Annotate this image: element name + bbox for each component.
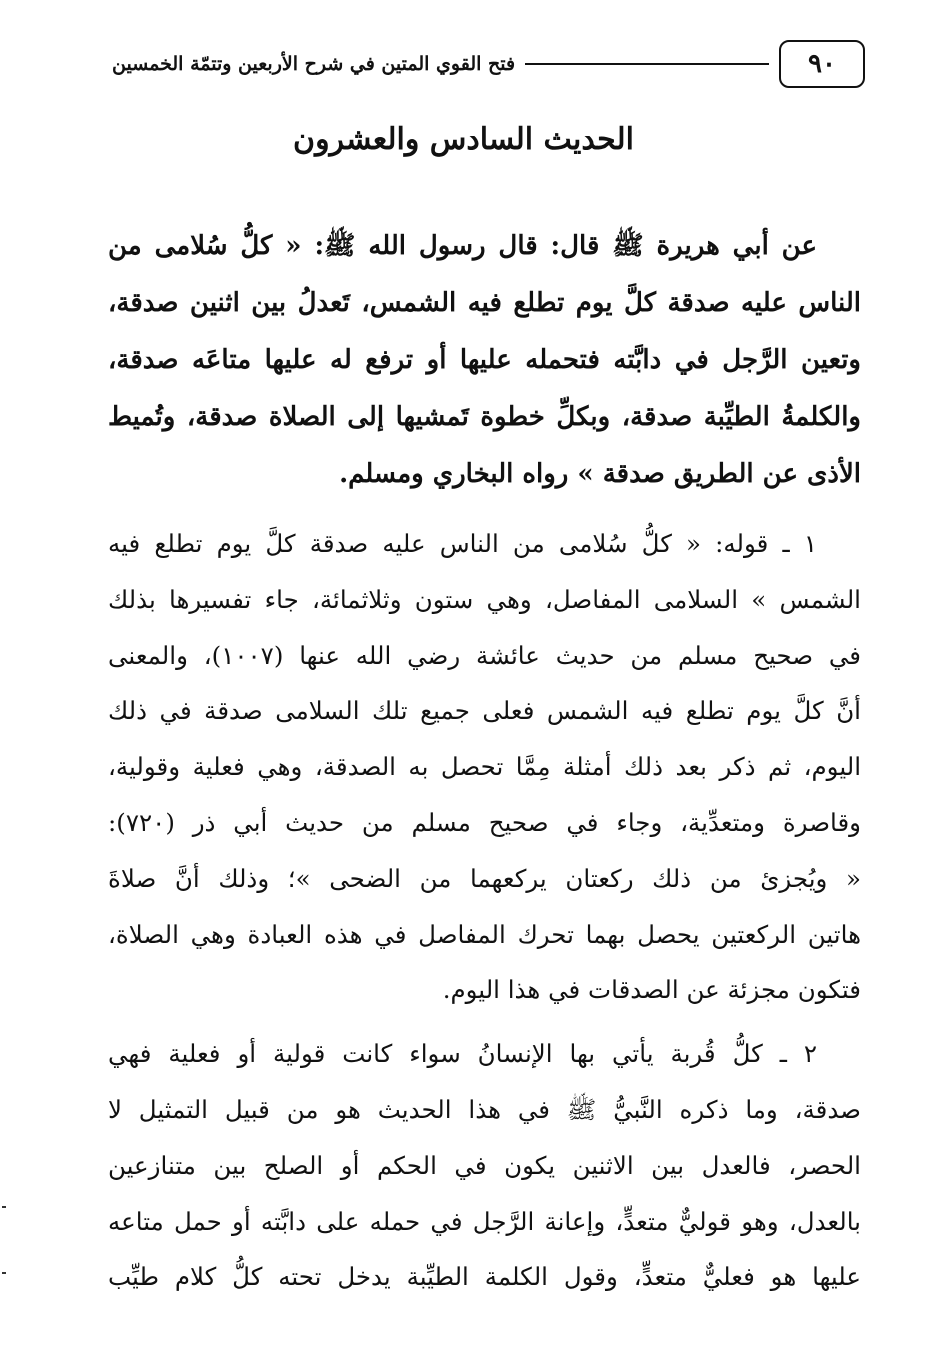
hadith-line: الناس عليه صدقة كلَّ يوم تطلع فيه الشمس، تَعدلُ بين اثنين صدقة،: [108, 288, 861, 318]
hadith-line: الأذى عن الطريق صدقة » رواه البخاري ومسلم.: [339, 459, 861, 489]
hadith-line: عن أبي هريرة ﷺ قال: قال رسول الله ﷺ: « كلُّ سُلامى من: [108, 231, 817, 261]
book-title: فتح القوي المتين في شرح الأربعين وتتمّة الخمسين: [112, 53, 516, 75]
scan-margin-mark: [2, 1206, 6, 1208]
header-rule: [525, 63, 769, 65]
commentary-line: صدقة، وما ذكره النَّبيُّ ﷺ في هذا الحديث هو من قبيل التمثيل لا: [108, 1094, 861, 1124]
commentary-line: عليها هو فعليٌّ متعدٍّ، وقول الكلمة الطيِّبة يدخل تحته كلُّ كلام طيِّب: [108, 1262, 861, 1292]
page-number: ٩٠: [779, 40, 865, 88]
commentary-line: أنَّ كلَّ يوم تطلع فيه الشمس فعلى جميع تلك السلامى صدقة في ذلك: [108, 696, 861, 726]
commentary-line: الحصر، فالعدل بين الاثنين يكون في الحكم أو الصلح بين متنازعين: [108, 1150, 861, 1180]
hadith-heading: الحديث السادس والعشرون: [293, 122, 634, 157]
commentary-line: في صحيح مسلم من حديث عائشة رضي الله عنها (١٠٠٧)، والمعنى: [108, 640, 861, 670]
hadith-line: وتعين الرَّجل في دابَّته فتحمله عليها أو ترفع له عليها متاعَه صدقة،: [108, 345, 861, 375]
commentary-line: فتكون مجزئة عن الصدقات في هذا اليوم.: [442, 975, 861, 1005]
commentary: [108, 516, 861, 1305]
commentary-line: الشمس » السلامى المفاصل، وهي ستون وثلاثمائة، جاء تفسيرها بذلك: [108, 584, 861, 614]
commentary-line: ٢ ـ كلُّ قُربة يأتي بها الإنسانُ سواء كانت قولية أو فعلية فهي: [108, 1039, 817, 1069]
paragraph-gap: [108, 1018, 861, 1026]
hadith-text: [108, 218, 861, 503]
commentary-line: وقاصرة ومتعدِّية، وجاء في صحيح مسلم من حديث أبي ذر (٧٢٠):: [108, 807, 861, 837]
hadith-line: والكلمةُ الطيِّبة صدقة، وبكلِّ خطوة تَمشيها إلى الصلاة صدقة، وتُميط: [108, 402, 861, 432]
scan-margin-mark: [2, 1272, 6, 1274]
commentary-line: « ويُجزئ من ذلك ركعتان يركعهما من الضحى »؛ وذلك أنَّ صلاةَ: [108, 863, 861, 893]
commentary-line: ١ ـ قوله: « كلُّ سُلامى من الناس عليه صدقة كلَّ يوم تطلع فيه: [108, 529, 817, 558]
running-header: [112, 38, 865, 90]
commentary-line: اليوم، ثم ذكر بعد ذلك أمثلة مِمَّا تحصل به الصدقة، وهي فعلية وقولية،: [108, 752, 861, 782]
commentary-line: بالعدل، وهو قوليٌّ متعدٍّ، وإعانة الرَّجل في حمله على دابَّته أو حمل متاعه: [108, 1206, 861, 1236]
commentary-line: هاتين الركعتين يحصل بهما تحرك المفاصل في هذه العبادة وهي الصلاة،: [108, 919, 861, 949]
